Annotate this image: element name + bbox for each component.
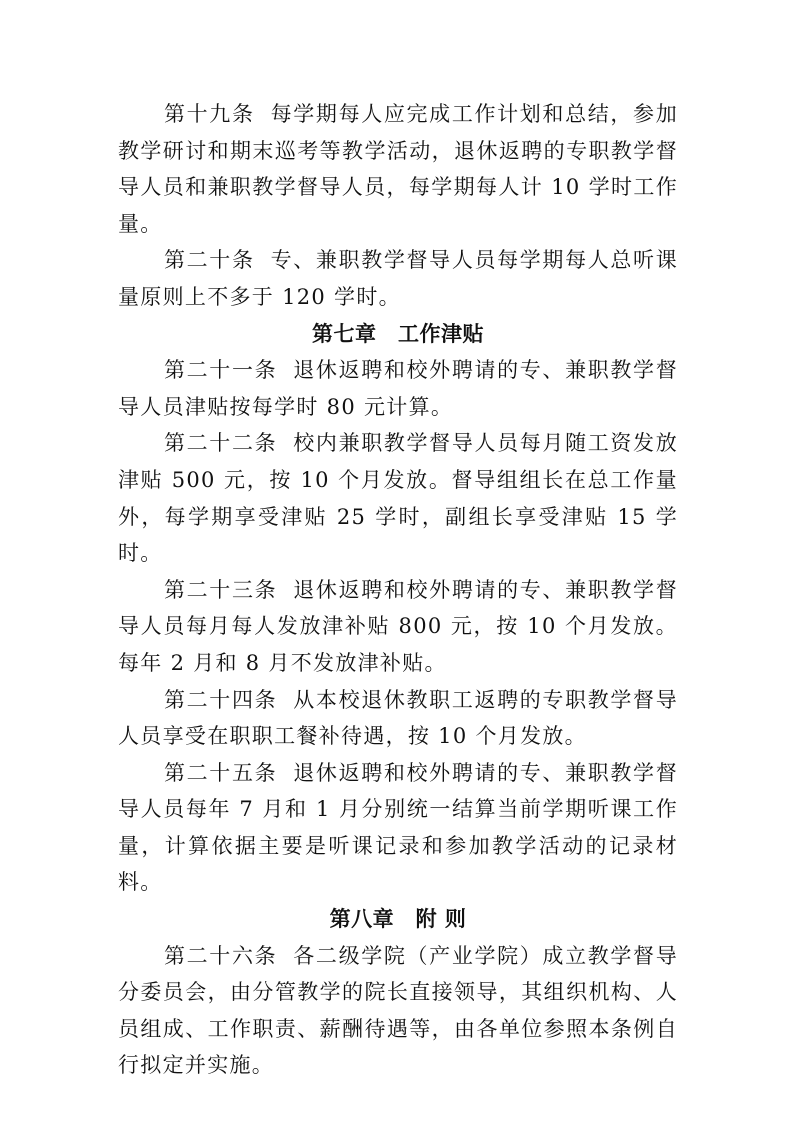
article-text: 从本校退休教职工返聘的专职教学督导人员享受在职职工餐补待遇，按 10 个月发放。 (118, 687, 678, 749)
article-19 (118, 96, 678, 242)
article-text: 退休返聘和校外聘请的专、兼职教学督导人员每月每人发放津补贴 800 元，按 10 个月发放。每年 2 月和 8 月不发放津补贴。 (118, 577, 678, 675)
article-25 (118, 755, 678, 901)
article-text: 各二级学院（产业学院）成立教学督导分委员会，由分管教学的院长直接领导，其组织机构、人员组成、工作职责、薪酬待遇等，由各单位参照本条例自行拟定并实施。 (118, 943, 678, 1078)
article-text: 专、兼职教学督导人员每学期每人总听课量原则上不多于 120 学时。 (118, 248, 678, 309)
chapter-heading-7: 第七章 工作津贴 (312, 321, 484, 346)
document-page (118, 96, 678, 1084)
article-label: 第二十条 (164, 248, 255, 273)
article-24 (118, 682, 678, 755)
article-label: 第二十二条 (164, 431, 278, 456)
article-label: 第十九条 (164, 102, 255, 126)
article-text: 退休返聘和校外聘请的专、兼职教学督导人员津贴按每学时 80 元计算。 (118, 358, 678, 419)
article-22 (118, 425, 678, 571)
article-20 (118, 242, 678, 315)
article-label: 第二十五条 (164, 760, 278, 785)
article-23 (118, 572, 678, 682)
article-text: 校内兼职教学督导人员每月随工资发放津贴 500 元，按 10 个月发放。督导组组长在总工作量外，每学期享受津贴 25 学时，副组长享受津贴 15 学时。 (118, 431, 678, 566)
article-text: 每学期每人应完成工作计划和总结，参加教学研讨和期末巡考等教学活动，退休返聘的专职教学督导人员和兼职教学督导人员，每学期每人计 10 学时工作量。 (118, 102, 678, 236)
article-text: 退休返聘和校外聘请的专、兼职教学督导人员每年 7 月和 1 月分别统一结算当前学期听课工作量，计算依据主要是听课记录和参加教学活动的记录材料。 (118, 760, 678, 895)
article-21 (118, 352, 678, 425)
article-label: 第二十四条 (164, 687, 278, 712)
article-label: 第二十六条 (164, 943, 278, 968)
article-label: 第二十三条 (164, 577, 278, 602)
article-26 (118, 938, 678, 1084)
article-label: 第二十一条 (164, 358, 278, 383)
chapter-heading-8: 第八章 附 则 (329, 907, 467, 932)
